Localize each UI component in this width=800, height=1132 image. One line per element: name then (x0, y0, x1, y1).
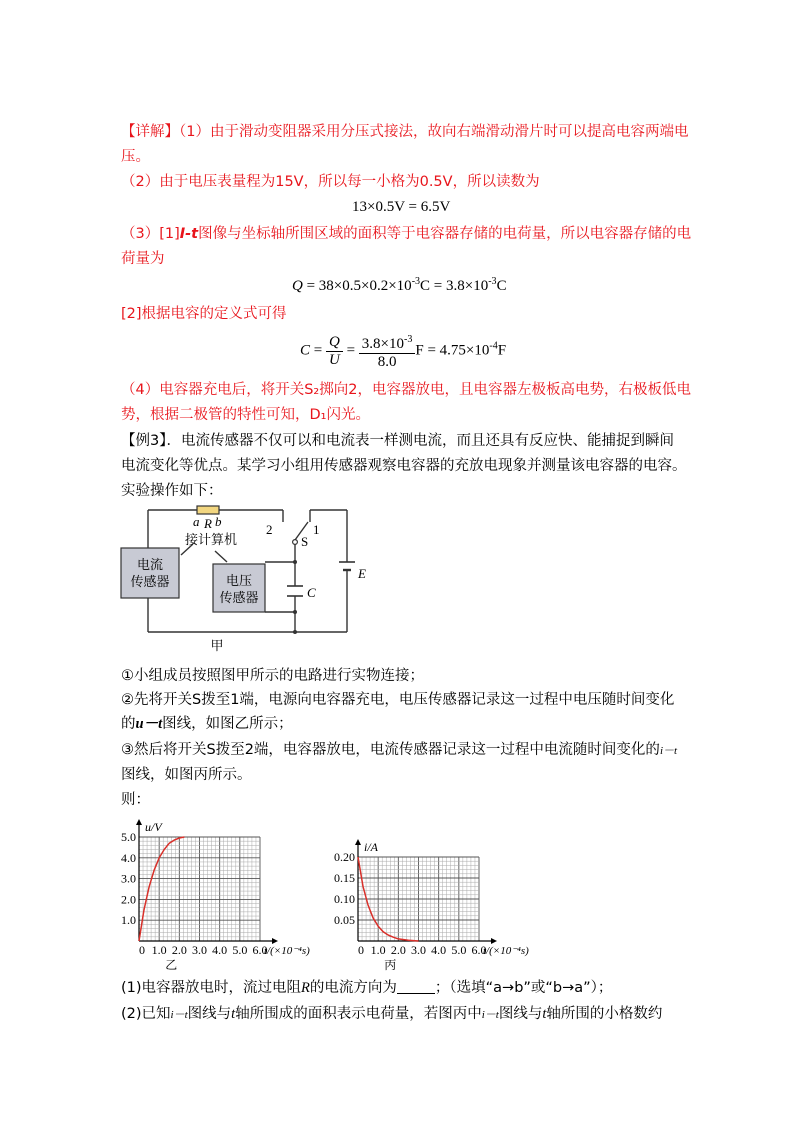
x-axis-arrow (272, 938, 278, 944)
q2-t: t (231, 1006, 236, 1022)
x-tick-label: 5.0 (232, 943, 248, 957)
x-tick-label: 6.0 (252, 943, 268, 957)
x-tick-label: 1.0 (370, 943, 386, 957)
q2-mid: 图线与 (187, 1006, 232, 1022)
y-tick-label: 2.0 (121, 892, 136, 907)
step-2a: ②先将开关S拨至1端，电源向电容器充电，电压传感器记录这一过程中电压随时间变化 (121, 692, 675, 708)
y-tick-label: 5.0 (121, 830, 136, 844)
x-axis-label: t/(×10⁻⁴s) (264, 945, 310, 957)
answer-line-1-cont: 压。 (121, 149, 150, 165)
label-S: S (301, 534, 309, 549)
current-sensor (121, 548, 179, 598)
formula-cap-unit: F (497, 342, 507, 359)
formula-cap-frac (359, 331, 416, 371)
x-tick-label: 4.0 (431, 943, 447, 957)
formula-charge-q: Q (292, 278, 303, 294)
label-2: 2 (266, 522, 273, 537)
switch-pivot (293, 540, 298, 545)
q2-mid2: 轴所围成的面积表示电荷量，若图丙中 (235, 1006, 482, 1022)
y-tick-label: 3.0 (121, 871, 136, 886)
label-E: E (358, 566, 366, 581)
formula-cap-qu (326, 334, 343, 369)
answer-p3-prefix: （3）[1] (121, 226, 180, 242)
x-tick-label: 0 (139, 943, 145, 957)
step-3a-it: i－t (659, 745, 678, 757)
series-line-u (139, 837, 184, 941)
y-axis-arrow (136, 819, 142, 825)
formula-cap-num-exp: -3 (404, 334, 413, 345)
x-tick-label: 4.0 (212, 943, 228, 957)
x-axis-label: t/(×10⁻⁴s) (483, 945, 529, 957)
answer-line-5: （4）电容器充电后，将开关S₂掷向2，电容器放电，且电容器左极板高电势，右极板低电 (121, 382, 691, 398)
formula-charge-exp1: -3 (411, 276, 421, 287)
q2-t2: t (542, 1006, 547, 1022)
y-axis-label: i/A (364, 840, 378, 854)
answer-line-2: （2）由于电压表量程为15V，所以每一小格为0.5V，所以读数为 (121, 174, 540, 190)
question-1 (121, 978, 612, 998)
formula-cap-tail: F = 4.75×10 (415, 342, 490, 359)
chart-caption: 丙 (384, 958, 397, 972)
y-axis-label: u/V (145, 820, 162, 834)
chart-current (316, 832, 556, 972)
label-1: 1 (313, 522, 320, 537)
x-tick-label: 1.0 (151, 943, 167, 957)
q2-it2: i－t (481, 1009, 499, 1021)
step-3b: 图线，如图丙所示。 (121, 767, 252, 783)
x-tick-label: 0 (358, 943, 364, 957)
x-tick-label: 2.0 (390, 943, 406, 957)
formula-cap-eq2: = (342, 342, 359, 359)
circuit-diagram (115, 500, 375, 652)
q1-post: 的电流方向为 (309, 980, 397, 996)
voltage-sensor-label-2: 传感器 (219, 590, 259, 605)
step-2b-post: 图线，如图乙所示； (162, 716, 293, 732)
computer-label: 接计算机 (185, 532, 238, 547)
formula-cap-den: 8.0 (377, 354, 397, 370)
step-2b-ut: u－t (135, 716, 163, 732)
y-axis-arrow (355, 839, 361, 845)
q1-r: R (301, 980, 310, 996)
resistor (197, 506, 219, 514)
answer-line-3-cont: 荷量为 (121, 251, 165, 267)
q1-tail: ；（选填“a→b”或“b→a”）； (434, 980, 613, 996)
x-axis-arrow (491, 938, 497, 944)
step-3a-pre: ③然后将开关S拨至2端，电容器放电，电流传感器记录这一过程中电流随时间变化的 (121, 742, 660, 758)
x-tick-label: 5.0 (451, 943, 467, 957)
x-tick-label: 3.0 (411, 943, 426, 957)
answer-line-5-cont: 势，根据二极管的特性可知，D₁闪光。 (121, 407, 370, 423)
y-tick-label: 1.0 (121, 913, 136, 928)
answer-p3-text: 图像与坐标轴所围区域的面积等于电容器存储的电荷量，所以电容器存储的电 (198, 226, 692, 242)
then-label: 则： (121, 792, 150, 808)
answer-p1-text: （1）由于滑动变阻器采用分压式接法，故向右端滑动滑片时可以提高电容两端电 (179, 124, 689, 140)
formula-charge-rhs: = 38×0.5×0.2×10 (302, 278, 412, 294)
formula-cap-q: Q (326, 334, 343, 352)
formula-cap-tail-exp: -4 (489, 340, 498, 352)
junction-corner (293, 630, 297, 634)
q2-end: 轴所围的小格数约 (546, 1006, 663, 1022)
current-sensor-label-2: 传感器 (130, 574, 170, 589)
voltage-sensor-label-1: 电压 (225, 573, 253, 588)
formula-charge-exp2: -3 (488, 276, 497, 287)
junction-bottom (293, 610, 297, 614)
label-R: R (204, 516, 212, 531)
answer-p3-it: I-t (179, 226, 199, 242)
q2-mid3: 图线与 (498, 1006, 543, 1022)
answer-tag: 【详解】 (121, 124, 179, 140)
step-1: ①小组成员按照图甲所示的电路进行实物连接； (121, 668, 424, 684)
chart-voltage (110, 808, 350, 972)
example-line-2: 电流变化等优点。某学习小组用传感器观察电容器的充放电现象并测量该电容器的电容。 (121, 458, 687, 474)
x-tick-label: 6.0 (471, 943, 487, 957)
current-sensor-label-1: 电流 (136, 557, 164, 572)
formula-cap-c: C (300, 342, 311, 359)
x-tick-label: 2.0 (171, 943, 187, 957)
formula-cap-u: U (328, 351, 340, 368)
formula-charge (292, 276, 507, 295)
formula-charge-mid: C = 3.8×10 (420, 278, 489, 294)
step-2b (121, 714, 293, 734)
y-tick-label: 4.0 (121, 850, 136, 865)
circuit-caption: 甲 (210, 638, 224, 652)
answer-line-1 (121, 122, 688, 142)
label-b: b (215, 514, 222, 529)
formula-cap-num-base: 3.8×10 (361, 336, 405, 352)
example-line-1: 【例3】．电流传感器不仅可以和电流表一样测电流，而且还具有反应快、能捕捉到瞬间 (121, 433, 674, 449)
label-a: a (193, 514, 200, 529)
label-C: C (307, 585, 316, 600)
answer-line-3 (121, 224, 691, 244)
formula-capacitance (300, 331, 506, 371)
q2-pre: (2)已知 (121, 1006, 171, 1022)
pointer-computer-2 (215, 551, 227, 562)
example-line-3: 实验操作如下： (121, 483, 223, 499)
q1-answer-blank[interactable] (397, 979, 435, 994)
y-tick-label: 0.15 (334, 871, 355, 885)
chart-caption: 乙 (165, 958, 178, 972)
formula-cap-num (359, 331, 416, 354)
q1-pre: (1)电容器放电时，流过电阻 (121, 980, 302, 996)
step-3a (121, 740, 677, 761)
y-tick-label: 0.20 (334, 850, 355, 864)
step-2b-pre: 的 (121, 716, 136, 732)
y-tick-label: 0.05 (334, 913, 355, 927)
y-tick-label: 0.10 (334, 892, 355, 906)
x-tick-label: 3.0 (192, 943, 207, 957)
question-2 (121, 1004, 662, 1025)
formula-cap-eq: = (310, 342, 326, 359)
answer-line-4: [2]根据电容的定义式可得 (121, 306, 287, 322)
formula-charge-unit: C (496, 278, 507, 294)
formula-reading: 13×0.5V = 6.5V (352, 199, 451, 215)
junction-top (293, 560, 297, 564)
q2-it1: i－t (170, 1009, 188, 1021)
